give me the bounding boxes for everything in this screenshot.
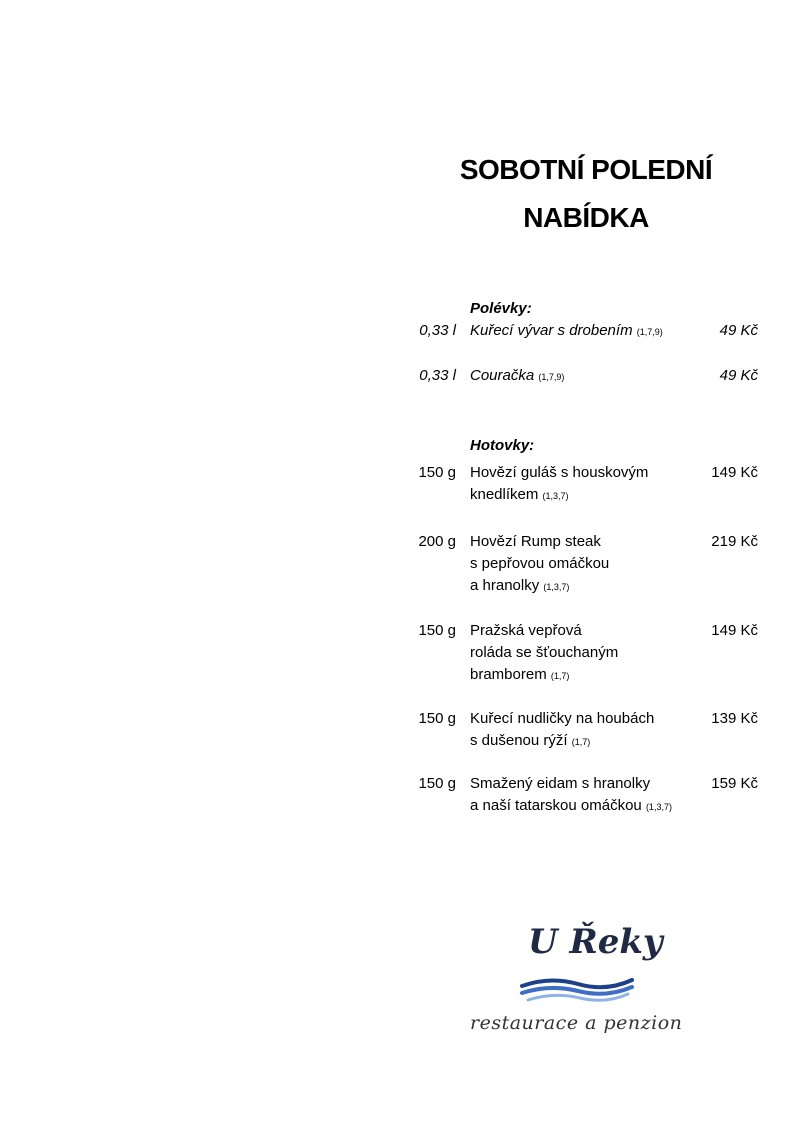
item-name — [470, 708, 685, 753]
item-name — [470, 531, 685, 598]
item-allergens: (1,7) — [571, 737, 591, 747]
item-name-line: Smažený eidam s hranolky — [470, 775, 651, 792]
item-name-line: s dušenou rýží — [470, 732, 568, 749]
item-name-line: a naší tatarskou omáčkou — [470, 797, 642, 814]
item-name-line: bramborem — [470, 666, 547, 683]
item-name-line: Hovězí guláš s houskovým — [470, 464, 649, 481]
item-name-line: knedlíkem — [470, 486, 539, 503]
item-quantity: 0,33 l — [419, 367, 456, 384]
item-quantity: 150 g — [418, 464, 456, 481]
soups-heading: Polévky: — [470, 300, 532, 317]
item-price: 159 Kč — [711, 775, 758, 792]
item-name-line: Pražská vepřová — [470, 622, 582, 639]
wave-icon — [520, 976, 635, 1006]
item-price: 149 Kč — [711, 464, 758, 481]
item-name — [470, 365, 685, 388]
logo-subtitle: restaurace a penzion — [470, 1012, 683, 1034]
title-line-1: SOBOTNÍ POLEDNÍ — [459, 154, 713, 185]
title-line-2: NABÍDKA — [523, 202, 649, 233]
item-allergens: (1,7,9) — [538, 372, 565, 382]
mains-heading: Hotovky: — [470, 437, 535, 454]
item-quantity: 150 g — [418, 775, 456, 792]
item-quantity: 0,33 l — [419, 322, 456, 339]
item-name-line: s pepřovou omáčkou — [470, 555, 610, 572]
item-name-line: Kuřecí nudličky na houbách — [470, 710, 655, 727]
item-name-line: roláda se šťouchaným — [470, 644, 619, 661]
item-quantity: 150 g — [418, 710, 456, 727]
item-allergens: (1,3,7) — [543, 582, 570, 592]
item-allergens: (1,3,7) — [645, 802, 672, 812]
item-name-line: Hovězí Rump steak — [470, 533, 601, 550]
item-allergens: (1,7,9) — [636, 327, 663, 337]
item-name — [470, 462, 685, 507]
item-allergens: (1,3,7) — [542, 491, 569, 501]
item-price: 149 Kč — [711, 622, 758, 639]
item-price: 49 Kč — [719, 322, 758, 339]
item-name-line: Kuřecí vývar s drobením — [470, 322, 633, 339]
item-price: 49 Kč — [719, 367, 758, 384]
item-price: 219 Kč — [711, 533, 758, 550]
item-name — [470, 773, 685, 818]
item-name — [470, 620, 685, 687]
item-quantity: 150 g — [418, 622, 456, 639]
item-price: 139 Kč — [711, 710, 758, 727]
item-name-line: a hranolky — [470, 577, 540, 594]
item-name-line: Couračka — [470, 367, 535, 384]
logo-name: U Řeky — [528, 922, 663, 962]
item-quantity: 200 g — [418, 533, 456, 550]
item-name — [470, 320, 685, 343]
restaurant-logo — [470, 922, 690, 1052]
item-allergens: (1,7) — [550, 671, 570, 681]
page-title — [440, 146, 732, 242]
